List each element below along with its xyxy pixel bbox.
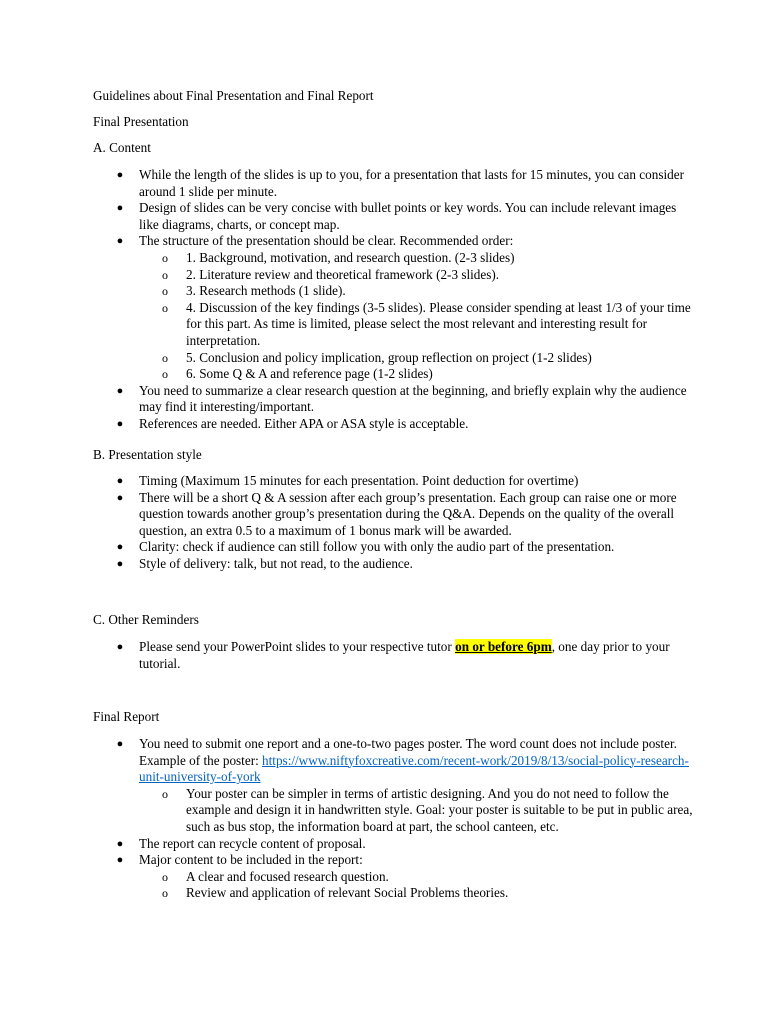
circle-bullet-icon: o bbox=[162, 284, 168, 299]
sub-list-item bbox=[93, 869, 693, 886]
bullet-icon: ● bbox=[116, 641, 124, 653]
bullet-icon: ● bbox=[116, 837, 124, 850]
list-item bbox=[93, 416, 693, 433]
bullet-icon: ● bbox=[116, 235, 124, 248]
circle-bullet-icon: o bbox=[162, 869, 168, 884]
sub-list-item bbox=[93, 366, 693, 383]
list-item bbox=[93, 556, 693, 573]
section-heading-final-presentation: Final Presentation bbox=[93, 114, 189, 129]
section-heading-final-report: Final Report bbox=[93, 709, 160, 724]
poster-example-link[interactable]: https://www.niftyfoxcreative.com/recent-work/2019/8/13/social-policy-research-unit-university-of-york bbox=[139, 752, 689, 785]
subsection-heading-other-reminders: C. Other Reminders bbox=[93, 612, 199, 627]
bullet-icon: ● bbox=[116, 541, 124, 554]
content-list bbox=[93, 167, 693, 433]
bullet-icon: ● bbox=[116, 738, 124, 750]
list-item-text: Style of delivery: talk, but not read, to the audience. bbox=[139, 555, 413, 571]
bullet-icon: ● bbox=[116, 417, 124, 430]
list-item bbox=[93, 167, 693, 200]
sub-list-item-text: 4. Discussion of the key findings (3-5 slides). Please consider spending at least 1/3 of your time for this part. As time is limited, please select the most relevant and interesting result for interpretation. bbox=[186, 299, 691, 348]
list-item bbox=[93, 852, 693, 902]
list-item-text: Design of slides can be very concise with bullet points or key words. You can include relevant images like diagrams, charts, or concept map. bbox=[139, 200, 677, 232]
list-item-text: Timing (Maximum 15 minutes for each presentation. Point deduction for overtime) bbox=[139, 473, 579, 488]
poster-notes-list bbox=[139, 786, 693, 836]
sub-list-item bbox=[93, 885, 693, 902]
bullet-icon: ● bbox=[116, 491, 124, 504]
sub-list-item bbox=[93, 267, 693, 284]
sub-list-item bbox=[93, 283, 693, 300]
final-report-list bbox=[93, 736, 693, 902]
sub-list-item bbox=[93, 350, 693, 367]
sub-list-item-text: Your poster can be simpler in terms of artistic designing. And you do not need to follow the example and design it in handwritten style. Goal: your poster is suitable to be put in public area, such as bus stop, the information board at part, the school canteen, etc. bbox=[186, 785, 693, 834]
sub-list-item-text: Review and application of relevant Social Problems theories. bbox=[186, 885, 509, 901]
bullet-icon: ● bbox=[116, 384, 124, 397]
sub-list-item-text: 3. Research methods (1 slide). bbox=[186, 283, 346, 299]
list-item bbox=[93, 200, 693, 233]
circle-bullet-icon: o bbox=[162, 886, 168, 901]
deadline-highlight: on or before 6pm bbox=[455, 639, 552, 654]
list-item bbox=[93, 639, 693, 672]
list-item bbox=[93, 836, 693, 853]
sub-list-item bbox=[93, 786, 693, 836]
sub-list-item bbox=[93, 300, 693, 350]
sub-list-item-text: 1. Background, motivation, and research question. (2-3 slides) bbox=[186, 249, 515, 265]
subsection-heading-presentation-style: B. Presentation style bbox=[93, 447, 202, 462]
recommended-order-list bbox=[139, 250, 693, 383]
list-item-text: Please send your PowerPoint slides to your respective tutor bbox=[139, 639, 456, 654]
bullet-icon: ● bbox=[116, 557, 124, 570]
document-title: Guidelines about Final Presentation and Final Report bbox=[93, 88, 374, 103]
list-item-text: You need to submit one report and a one-to-two pages poster. The word count does not include poster. Example of the poster: bbox=[139, 736, 677, 768]
list-item bbox=[93, 539, 693, 556]
circle-bullet-icon: o bbox=[162, 350, 168, 365]
list-item bbox=[93, 490, 693, 540]
circle-bullet-icon: o bbox=[162, 300, 168, 315]
bullet-icon: ● bbox=[116, 202, 124, 215]
reminders-list bbox=[93, 639, 693, 672]
sub-list-item-text: 6. Some Q & A and reference page (1-2 slides) bbox=[186, 366, 433, 382]
bullet-icon: ● bbox=[116, 475, 124, 487]
circle-bullet-icon: o bbox=[162, 250, 168, 265]
list-item-text: Major content to be included in the report: bbox=[139, 852, 363, 868]
sub-list-item-text: 5. Conclusion and policy implication, group reflection on project (1-2 slides) bbox=[186, 349, 592, 365]
bullet-icon: ● bbox=[116, 169, 124, 181]
list-item-text: References are needed. Either APA or ASA style is acceptable. bbox=[139, 415, 469, 431]
sub-list-item bbox=[93, 250, 693, 267]
subsection-heading-content: A. Content bbox=[93, 140, 151, 155]
list-item-text: Clarity: check if audience can still follow you with only the audio part of the presentation. bbox=[139, 539, 615, 555]
list-item-text: There will be a short Q & A session after each group’s presentation. Each group can raise one or more question towards another group’s presentation during the Q&A. Depends on the quality of the overall question, an extra 0.5 to a maximum of 1 bonus mark will be awarded. bbox=[139, 489, 677, 538]
sub-list-item-text: 2. Literature review and theoretical framework (2-3 slides). bbox=[186, 266, 500, 282]
report-content-list bbox=[139, 869, 693, 902]
list-item-text: The structure of the presentation should be clear. Recommended order: bbox=[139, 233, 514, 249]
sub-list-item-text: A clear and focused research question. bbox=[186, 868, 389, 884]
list-item bbox=[93, 473, 693, 490]
list-item bbox=[93, 233, 693, 382]
circle-bullet-icon: o bbox=[162, 786, 168, 801]
list-item bbox=[93, 736, 693, 836]
list-item-text-end: , one day prior to your tutorial. bbox=[139, 639, 670, 671]
list-item bbox=[93, 383, 693, 416]
presentation-style-list bbox=[93, 473, 693, 573]
list-item-text: While the length of the slides is up to you, for a presentation that lasts for 15 minutes, you can consider around 1 slide per minute. bbox=[139, 167, 684, 199]
bullet-icon: ● bbox=[116, 854, 124, 867]
list-item-text: You need to summarize a clear research question at the beginning, and briefly explain why the audience may find it interesting/important. bbox=[139, 382, 687, 415]
circle-bullet-icon: o bbox=[162, 367, 168, 382]
circle-bullet-icon: o bbox=[162, 267, 168, 282]
list-item-text: The report can recycle content of proposal. bbox=[139, 835, 366, 851]
